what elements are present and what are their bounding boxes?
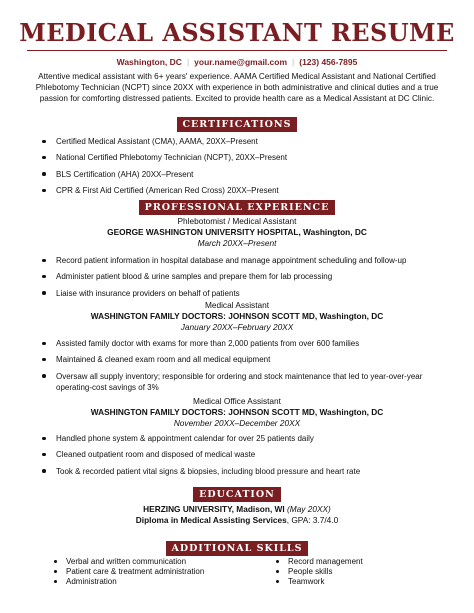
school-name: HERZING UNIVERSITY, Madison, WI [143, 504, 285, 514]
list-item: Certified Medical Assistant (CMA), AAMA, 20XX–Present [40, 136, 450, 147]
list-item: Took & recorded patient vital signs & biopsies, including blood pressure and heart rate [40, 466, 450, 477]
section-heading-label: ADDITIONAL SKILLS [166, 541, 309, 556]
section-heading-label: PROFESSIONAL EXPERIENCE [139, 200, 336, 215]
contact-location: Washington, DC [116, 57, 182, 67]
degree: Diploma in Medical Assisting Services [135, 515, 287, 525]
list-item: Patient care & treatment administration [52, 567, 252, 577]
job-header [0, 216, 474, 249]
gpa: , GPA: 3.7/4.0 [286, 515, 339, 525]
certifications-list [40, 136, 450, 202]
job-dates: November 20XX–December 20XX [173, 418, 301, 428]
list-item: People skills [274, 567, 424, 577]
list-item: BLS Certification (AHA) 20XX–Present [40, 169, 450, 180]
job-dates: January 20XX–February 20XX [180, 322, 294, 332]
education-entry [0, 504, 474, 526]
job-dates: March 20XX–Present [197, 238, 277, 248]
list-item: Assisted family doctor with exams for more than 2,000 patients from over 600 families [40, 338, 450, 349]
job-employer: WASHINGTON FAMILY DOCTORS: JOHNSON SCOTT MD, Washington, DC [90, 407, 384, 417]
list-item: National Certified Phlebotomy Technician (NCPT), 20XX–Present [40, 152, 450, 163]
job-header [0, 300, 474, 333]
list-item: Record patient information in hospital database and manage appointment scheduling and follow-up [40, 255, 450, 266]
skills-list-left [52, 557, 252, 587]
job-bullets [40, 338, 450, 398]
list-item: Administration [52, 577, 252, 587]
job-bullets [40, 433, 450, 482]
contact-line [0, 56, 474, 68]
list-item: CPR & First Aid Certified (American Red Cross) 20XX–Present [40, 185, 450, 196]
job-bullets [40, 255, 450, 304]
title-divider [27, 50, 447, 51]
graduation-date: (May 20XX) [287, 504, 331, 514]
resume-title: MEDICAL ASSISTANT RESUME [19, 18, 455, 47]
job-title: Medical Assistant [204, 300, 270, 310]
section-heading-label: EDUCATION [193, 487, 281, 502]
job-header [0, 396, 474, 429]
job-title: Medical Office Assistant [193, 396, 281, 406]
list-item: Record management [274, 557, 424, 567]
list-item: Teamwork [274, 577, 424, 587]
skills-heading [0, 538, 474, 556]
contact-separator: | [186, 57, 190, 67]
list-item: Administer patient blood & urine samples and prepare them for lab processing [40, 271, 450, 282]
job-title: Phlebotomist / Medical Assistant [177, 216, 297, 226]
education-heading [0, 484, 474, 502]
list-item: Maintained & cleaned exam room and all medical equipment [40, 354, 450, 365]
list-item: Oversaw all supply inventory; responsible for ordering and stock maintenance that led to year-over-year operating-cost savings of 3% [40, 371, 450, 393]
contact-email[interactable]: your.name@gmail.com [194, 57, 288, 67]
skills-list-right [274, 557, 424, 587]
certifications-heading [0, 114, 474, 132]
section-heading-label: CERTIFICATIONS [177, 117, 298, 132]
summary-paragraph: Attentive medical assistant with 6+ years' experience. AAMA Certified Medical Assistant and National Certified Phlebotomy Technician (NCPT) since 20XX with experience in both administrative and clinical duties and a true passion for comforting distressed patients. Excited to provide health care as a Medical Assistant at DC Clinic. [35, 72, 439, 104]
contact-separator: | [292, 57, 295, 67]
list-item: Verbal and written communication [52, 557, 252, 567]
job-employer: WASHINGTON FAMILY DOCTORS: JOHNSON SCOTT MD, Washington, DC [90, 311, 384, 321]
list-item: Handled phone system & appointment calendar for over 25 patients daily [40, 433, 450, 444]
job-employer: GEORGE WASHINGTON UNIVERSITY HOSPITAL, Washington, DC [107, 227, 367, 237]
experience-heading [0, 197, 474, 215]
list-item: Liaise with insurance providers on behalf of patients [40, 288, 450, 299]
contact-phone: (123) 456-7895 [299, 57, 358, 67]
list-item: Cleaned outpatient room and disposed of medical waste [40, 449, 450, 460]
